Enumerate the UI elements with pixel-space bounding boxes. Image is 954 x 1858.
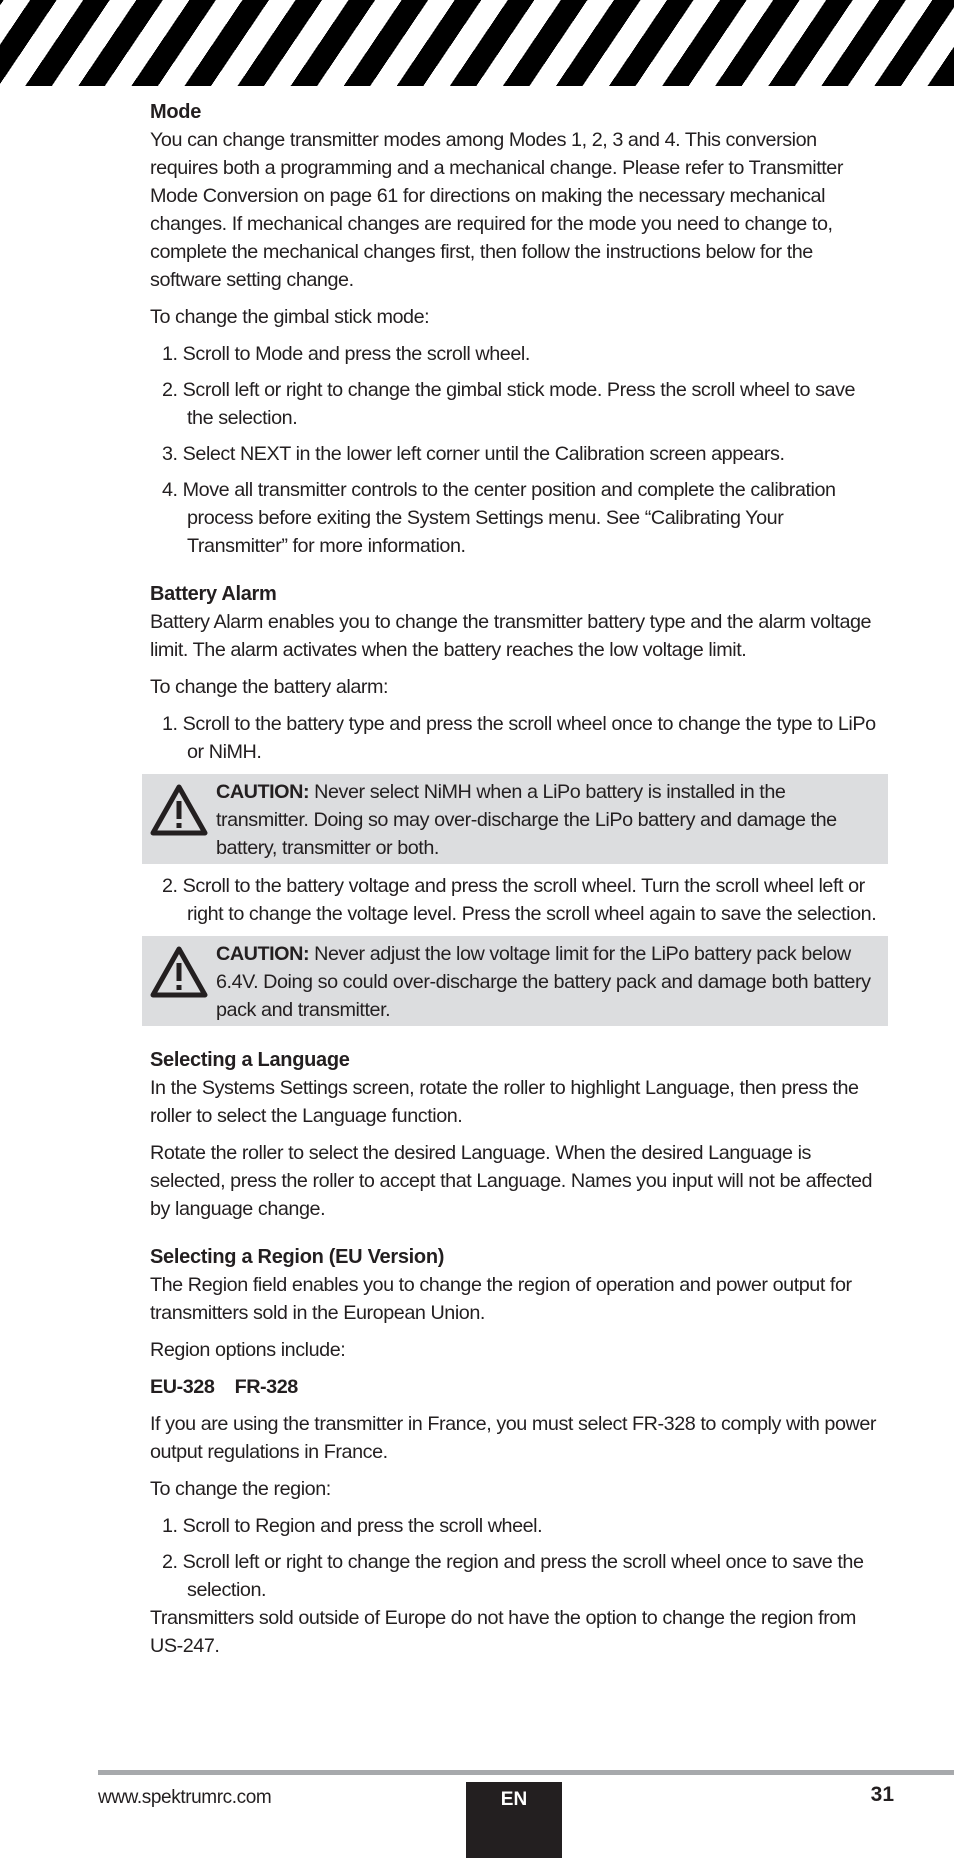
mode-step: 3. Select NEXT in the lower left corner until the Calibration screen appears. <box>162 443 785 465</box>
warning-triangle-icon <box>150 945 208 999</box>
battery-step: 1. Scroll to the battery type and press the scroll wheel once to change the type to LiPo or NiMH. <box>162 713 876 763</box>
region-steps <box>150 1512 880 1604</box>
region-heading: Selecting a Region (EU Version) <box>150 1246 445 1268</box>
region-options <box>150 1373 880 1401</box>
mode-step: 4. Move all transmitter controls to the center position and complete the calibration process before exiting the System Settings menu. See “Calibrating Your Transmitter” for more information. <box>162 479 836 557</box>
battery-steps-2 <box>150 872 880 928</box>
region-paragraph: Transmitters sold outside of Europe do not have the option to change the region from US-247. <box>150 1607 856 1657</box>
mode-step: 2. Scroll left or right to change the gimbal stick mode. Press the scroll wheel to save the selection. <box>162 379 856 429</box>
region-paragraph: If you are using the transmitter in France, you must select FR-328 to comply with power output regulations in France. <box>150 1413 877 1463</box>
language-paragraph: In the Systems Settings screen, rotate the roller to highlight Language, then press the roller to select the Language function. <box>150 1077 859 1127</box>
mode-intro: You can change transmitter modes among Modes 1, 2, 3 and 4. This conversion requires both a programming and a mechanical change. Please refer to Transmitter Mode Conversion on page 61 for directions on making the necessary mechanical changes. If mechanical changes are required for the mode you need to change to, complete the mechanical changes first, then follow the instructions below for the software setting change. <box>150 129 843 291</box>
hazard-stripe-banner <box>0 0 954 86</box>
language-tab: EN <box>466 1782 562 1858</box>
page-content <box>150 98 880 1660</box>
language-paragraph: Rotate the roller to select the desired Language. When the desired Language is selected, press the roller to accept that Language. Names you input will not be affected by language change. <box>150 1142 873 1220</box>
mode-steps <box>150 340 880 560</box>
battery-intro: Battery Alarm enables you to change the transmitter battery type and the alarm voltage limit. The alarm activates when the battery reaches the low voltage limit. <box>150 611 872 661</box>
battery-steps-1 <box>150 710 880 766</box>
battery-lead: To change the battery alarm: <box>150 676 389 698</box>
warning-triangle-icon <box>150 783 208 837</box>
region-paragraph: Region options include: <box>150 1339 346 1361</box>
caution-box <box>142 936 888 1026</box>
language-heading: Selecting a Language <box>150 1049 350 1071</box>
footer-rule <box>98 1770 954 1775</box>
page-number: 31 <box>870 1783 894 1806</box>
mode-heading: Mode <box>150 101 202 123</box>
caution-text: Never select NiMH when a LiPo battery is installed in the transmitter. Doing so may over-discharge the LiPo battery and damage the battery, transmitter or both. <box>216 781 837 859</box>
region-step: 1. Scroll to Region and press the scroll wheel. <box>162 1515 543 1537</box>
region-option: EU-328 <box>150 1376 215 1398</box>
battery-alarm-heading: Battery Alarm <box>150 583 277 605</box>
caution-box <box>142 774 888 864</box>
region-option: FR-328 <box>234 1376 298 1398</box>
caution-label: CAUTION: <box>216 943 310 965</box>
region-paragraph: The Region field enables you to change the region of operation and power output for transmitters sold in the European Union. <box>150 1274 852 1324</box>
mode-lead: To change the gimbal stick mode: <box>150 306 430 328</box>
footer-url-link[interactable]: www.spektrumrc.com <box>98 1787 272 1808</box>
region-step: 2. Scroll left or right to change the region and press the scroll wheel once to save the selection. <box>162 1551 864 1601</box>
caution-label: CAUTION: <box>216 781 310 803</box>
battery-step: 2. Scroll to the battery voltage and press the scroll wheel. Turn the scroll wheel left or right to change the voltage level. Press the scroll wheel again to save the selection. <box>162 875 877 925</box>
mode-step: 1. Scroll to Mode and press the scroll wheel. <box>162 343 530 365</box>
region-lead: To change the region: <box>150 1478 331 1500</box>
caution-text: Never adjust the low voltage limit for the LiPo battery pack below 6.4V. Doing so could over-discharge the battery pack and damage both battery pack and transmitter. <box>216 943 871 1021</box>
